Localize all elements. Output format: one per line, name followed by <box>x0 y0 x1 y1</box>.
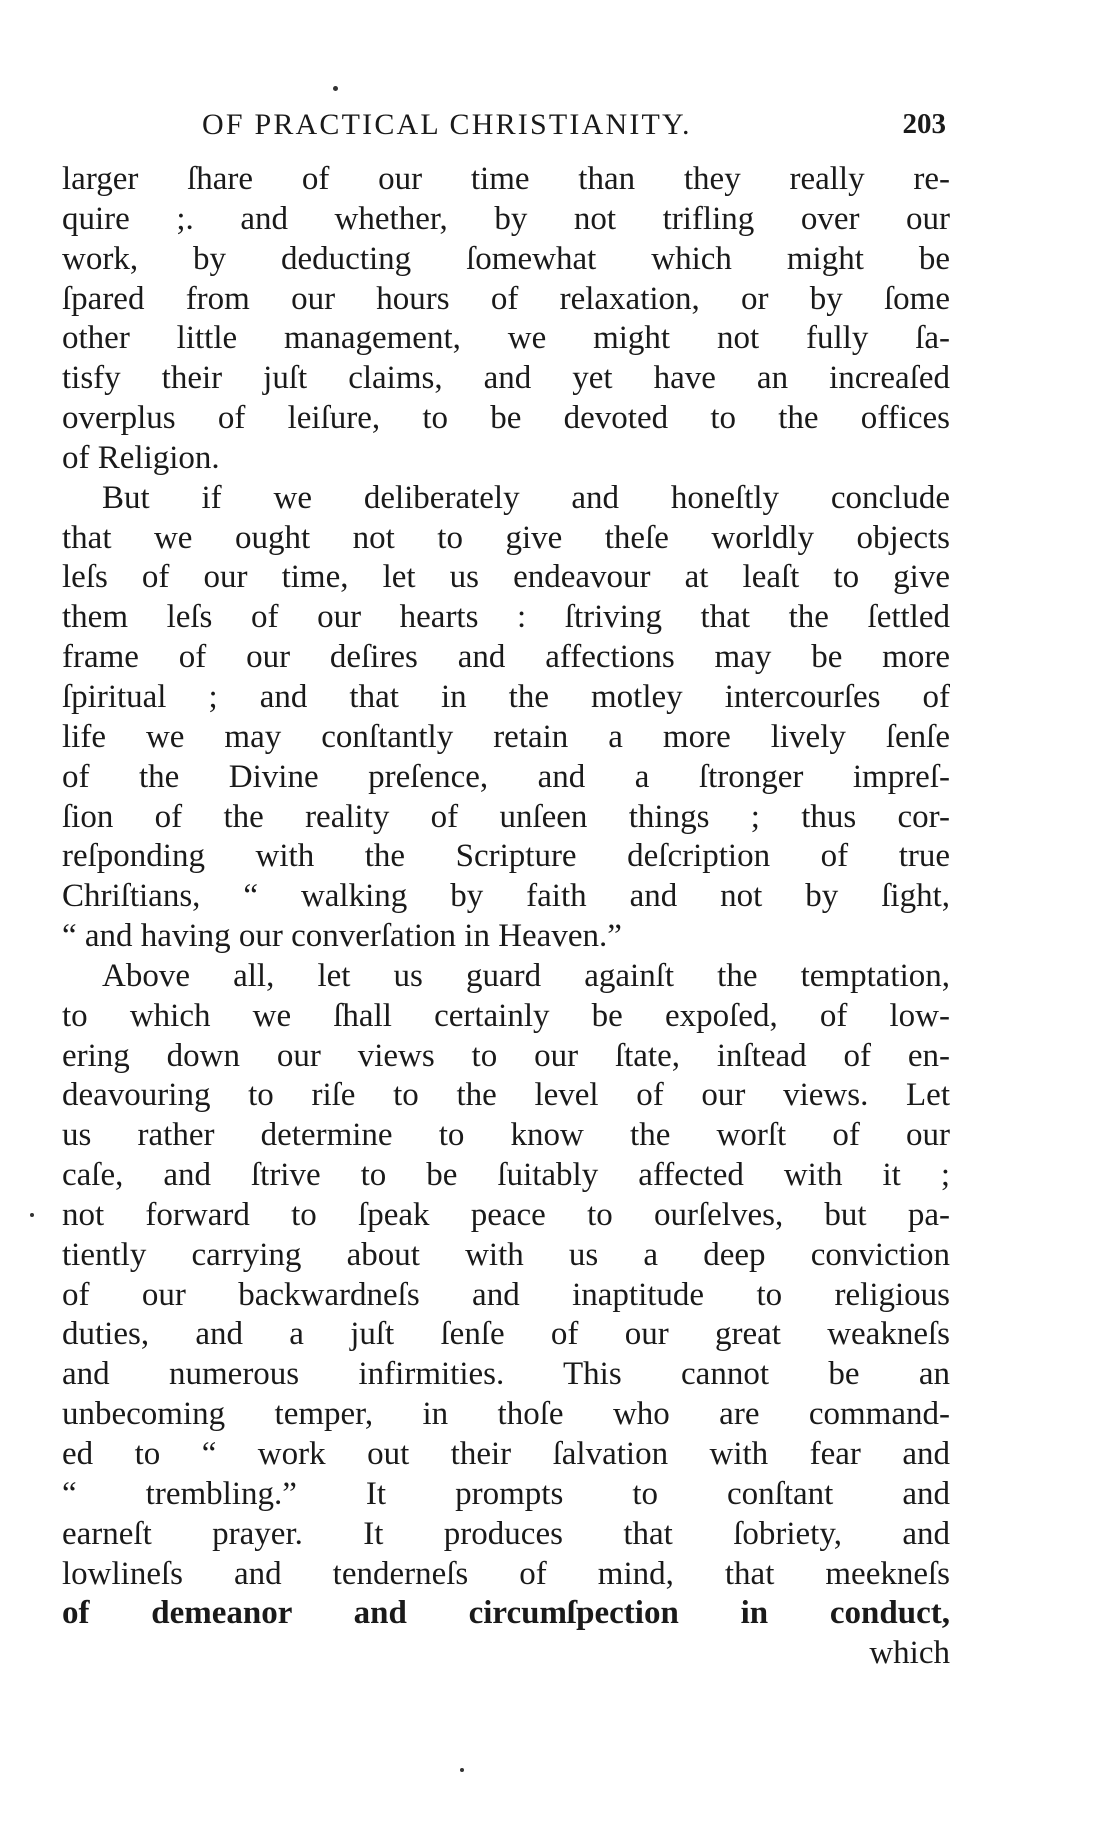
ink-speck <box>460 1768 464 1772</box>
ink-speck <box>333 86 338 91</box>
text-line: duties, and a juſt ſenſe of our great weakneſs <box>62 1316 950 1353</box>
paragraph-start-line: But if we deliberately and honeſtly conclude <box>102 479 950 516</box>
text-line: earneſt prayer. It produces that ſobriety, and <box>62 1515 950 1552</box>
text-line: tiently carrying about with us a deep conviction <box>62 1236 950 1273</box>
text-line: frame of our deſires and affections may be more <box>62 639 950 676</box>
text-line: us rather determine to know the worſt of our <box>62 1117 950 1154</box>
text-line: ſpiritual ; and that in the motley intercourſes of <box>62 678 950 715</box>
text-line: that we ought not to give theſe worldly objects <box>62 519 950 556</box>
text-line: not forward to ſpeak peace to ourſelves, but pa- <box>62 1196 950 1233</box>
text-line: overplus of leiſure, to be devoted to the offices <box>62 400 950 437</box>
text-line: “ and having our converſation in Heaven.” <box>62 918 622 955</box>
text-line: larger ſhare of our time than they really re- <box>62 161 950 197</box>
text-line: caſe, and ſtrive to be ſuitably affected with it ; <box>62 1157 950 1194</box>
text-line: unbecoming temper, in thoſe who are command- <box>62 1396 950 1433</box>
text-line: of demeanor and circumſpection in conduct, <box>62 1595 950 1632</box>
text-line: of our backwardneſs and inaptitude to religious <box>62 1276 950 1313</box>
text-line: ſpared from our hours of relaxation, or by ſome <box>62 280 950 317</box>
text-line: of Religion. <box>62 439 220 476</box>
text-line: life we may conſtantly retain a more lively ſenſe <box>62 718 950 755</box>
text-line: Chriſtians, “ walking by faith and not by ſight, <box>62 878 950 915</box>
text-line: ed to “ work out their ſalvation with fear and <box>62 1436 950 1472</box>
body-text <box>62 160 950 1674</box>
text-line: “ trembling.” It prompts to conſtant and <box>62 1475 950 1512</box>
text-line: work, by deducting ſomewhat which might be <box>62 240 950 277</box>
text-line: ering down our views to our ſtate, inſtead of en- <box>62 1037 950 1074</box>
page-header <box>202 108 946 148</box>
catchword: which <box>869 1635 950 1672</box>
text-line: deavouring to riſe to the level of our views. Let <box>62 1077 950 1114</box>
text-line: other little management, we might not fully ſa- <box>62 320 950 357</box>
paragraph-start-line: Above all, let us guard againſt the temptation, <box>102 957 950 994</box>
text-line: tisfy their juſt claims, and yet have an increaſed <box>62 360 950 397</box>
page-number: 203 <box>902 108 946 140</box>
ink-speck <box>30 1213 34 1217</box>
text-line: to which we ſhall certainly be expoſed, of low- <box>62 997 950 1034</box>
text-line: ſion of the reality of unſeen things ; thus cor- <box>62 798 950 835</box>
text-line: them leſs of our hearts : ſtriving that the ſettled <box>62 599 950 636</box>
text-line: and numerous infirmities. This cannot be an <box>62 1356 950 1393</box>
text-line: leſs of our time, let us endeavour at leaſt to give <box>62 559 950 596</box>
text-line: lowlineſs and tenderneſs of mind, that meekneſs <box>62 1555 950 1592</box>
running-title: OF PRACTICAL CHRISTIANITY. <box>202 108 692 141</box>
text-line: quire ;. and whether, by not trifling over our <box>62 200 950 237</box>
text-line: of the Divine preſence, and a ſtronger impreſ- <box>62 758 950 795</box>
text-line: reſponding with the Scripture deſcription of true <box>62 838 950 875</box>
